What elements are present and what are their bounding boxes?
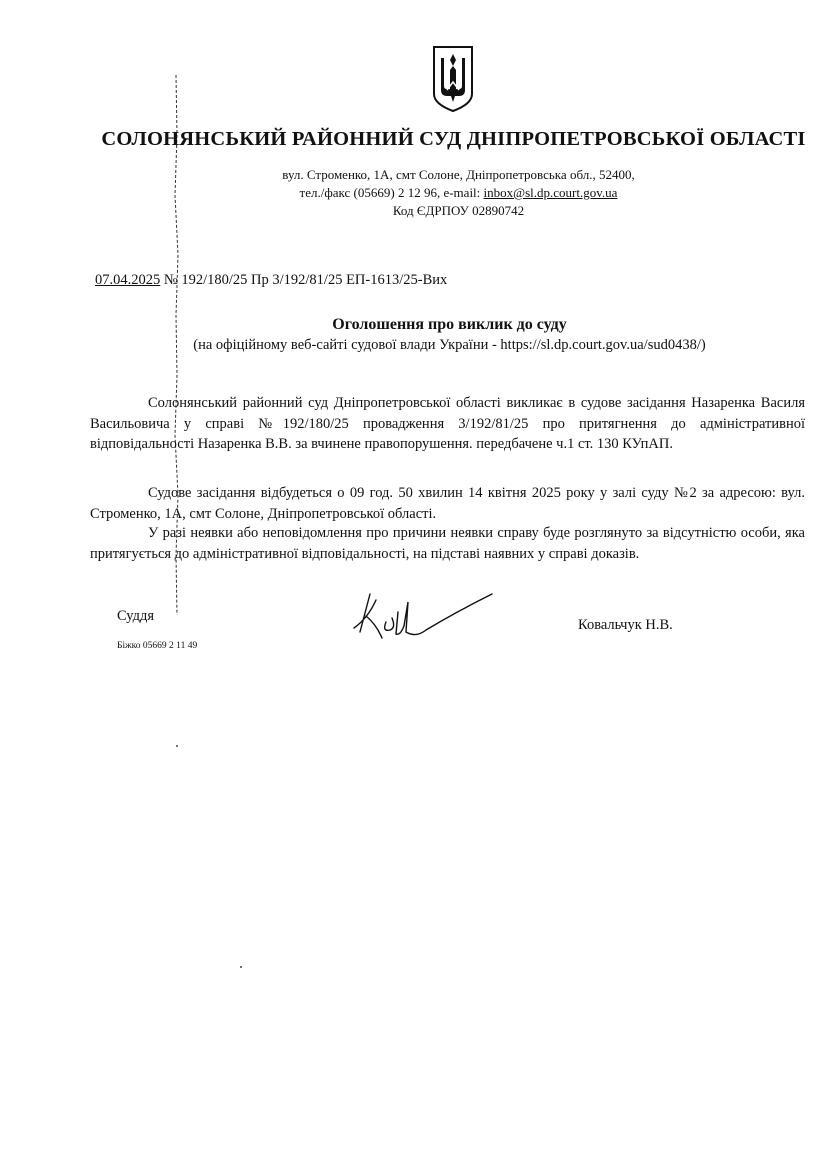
court-email-link[interactable]: inbox@sl.dp.court.gov.ua [483, 185, 618, 200]
registration-number: № 192/180/25 Пр 3/192/81/25 ЕП-1613/25-Вих [160, 272, 448, 288]
executor-contact: Біжко 05669 2 11 49 [117, 641, 198, 651]
contact-prefix: тел./факс (05669) 2 12 96, e-mail: [299, 185, 484, 200]
handwritten-signature [346, 588, 496, 648]
court-name: СОЛОНЯНСЬКИЙ РАЙОННИЙ СУД ДНІПРОПЕТРОВСЬКОЇ ОБЛАСТІ [101, 128, 806, 150]
notice-subtitle: (на офіційному веб-сайті судової влади України - https://sl.dp.court.gov.ua/sud0438/) [193, 337, 706, 353]
judge-name: Ковальчук Н.В. [578, 617, 673, 633]
body-paragraph-3: У разі неявки або неповідомлення про причини неявки справу буде розглянуто за відсутністю особи, яка притягується до адміністративної відповідальності, на підставі наявних у справі доказів. [90, 525, 805, 562]
registration-date: 07.04.2025 [95, 272, 161, 288]
court-address: вул. Строменко, 1А, смт Солоне, Дніпропетровська обл., 52400, [282, 167, 635, 182]
court-edrpou: Код ЄДРПОУ 02890742 [392, 203, 525, 218]
scan-speck [240, 966, 242, 968]
judge-role: Суддя [117, 608, 155, 624]
notice-title: Оголошення про виклик до суду [332, 316, 567, 333]
body-paragraph-2: Судове засідання відбудеться о 09 год. 50 хвилин 14 квітня 2025 року у залі суду №2 за адресою: вул. Строменко, 1А, смт Солоне, Дніпропетровської області. [90, 485, 805, 522]
court-contacts [0, 185, 833, 201]
body-paragraph-1: Солонянський районний суд Дніпропетровської області викликає в судове засідання Назаренка Василя Васильовича у справі №192/180/25 провадження 3/192/81/25 про притягнення до адміністративної відповідальності Назаренка В.В. за вчинене правопорушення. передбачене ч.1 ст. 130 КУпАП. [90, 395, 805, 452]
registration-line [95, 272, 447, 289]
scan-speck [176, 745, 178, 747]
ukraine-trident-icon [430, 44, 476, 114]
